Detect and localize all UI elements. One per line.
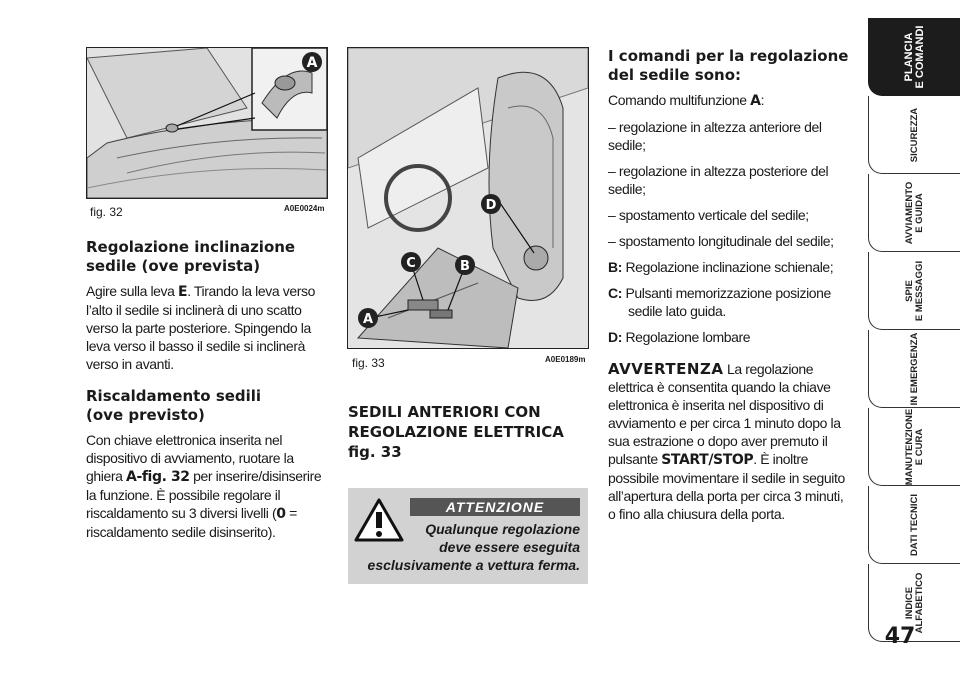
tab-sicurezza[interactable] [868,96,960,174]
warning-header: ATTENZIONE [410,498,580,516]
tab-spie-e-messaggi[interactable] [868,252,960,330]
fig33-label-c: C [406,256,416,271]
avvertenza-paragraph: AVVERTENZA La regolazione elettrica è consentita quando la chiave elettronica è inserita nel dispositivo di avviamento e per circa 1 minuto dopo la sua estrazione o dopo aver premuto il pulsante START/STOP. È inoltre possibile movimentare il sedile in seguito all’apertura della porta per circa 3 minuti, o fino alla chiusura della porta. [608,360,845,522]
fig32-caption: fig. 32 [90,205,123,219]
item-b: B: Regolazione inclinazione schienale; [608,259,834,275]
fig33-label-b: B [460,259,470,274]
tab-label: DATI TECNICI [909,493,920,557]
tab-label: MANUTENZIONE E CURA [904,408,925,486]
comando-multifunzione: Comando multifunzione A: [608,92,765,109]
tab-in-emergenza[interactable] [868,330,960,408]
tab-label: PLANCIA E COMANDI [903,25,926,89]
tab-dati-tecnici[interactable] [868,486,960,564]
fig33-label-a: A [362,312,374,327]
paragraph-inclinazione: Agire sulla leva E. Tirando la leva verso l’alto il sedile si inclinerà di uno scatto verso la parte posteriore. Spingendo la leva verso il basso il sedile si inclinerà verso in avanti. [86,283,315,372]
tab-label: SPIE E MESSAGGI [904,260,925,322]
list-item: – spostamento longitudinale del sedile; [608,233,834,249]
paragraph-riscaldamento: Con chiave elettronica inserita nel dispositivo di avviamento, ruotare la ghiera A-fig. 32 per inserire/disinserire la funzione. È possibile regolare il riscaldamento su 3 diversi livelli (0 = riscaldamento sedile disinserito). [86,432,322,540]
list-item: – spostamento verticale del sedile; [608,207,809,223]
warning-text: Qualunque regolazione deve essere eseguita esclusivamente a vettura ferma. [367,521,580,573]
list-item: – regolazione in altezza anteriore del sedile; [608,119,822,153]
tab-manutenzione-e-cura[interactable] [868,408,960,486]
heading-riscaldamento: Riscaldamento sedili (ove previsto) [86,387,262,424]
tab-label: AVVIAMENTO E GUIDA [904,181,925,245]
figure-32-image [86,47,328,199]
fig32-label-a: A [306,55,318,71]
right-column [608,47,852,523]
fig33-label-d: D [485,198,497,213]
tab-avviamento-e-guida[interactable] [868,174,960,252]
page-number: 47 [884,624,916,649]
list-item: – regolazione in altezza posteriore del sedile; [608,163,829,197]
tab-plancia-e-comandi[interactable] [868,18,960,96]
item-c: C: Pulsanti memorizzazione posizione sedile lato guida. [608,285,831,319]
tab-label: IN EMERGENZA [909,332,920,406]
fig33-caption: fig. 33 [352,356,385,370]
item-d: D: Regolazione lombare [608,329,751,345]
tab-label: SICUREZZA [909,107,920,163]
section-tabs [868,0,960,692]
heading-inclinazione: Regolazione inclinazione sedile (ove prevista) [86,238,296,275]
fig33-code: A0E0189m [545,355,586,364]
warning-box [348,488,588,584]
middle-heading: SEDILI ANTERIORI CON REGOLAZIONE ELETTRICA fig. 33 [348,403,564,461]
figure-33-image [347,47,589,349]
fig32-code: A0E0024m [284,204,325,213]
left-column [86,238,326,541]
heading-comandi: I comandi per la regolazione del sedile sono: [608,47,849,84]
tab-label: INDICE ALFABETICO [904,572,925,634]
